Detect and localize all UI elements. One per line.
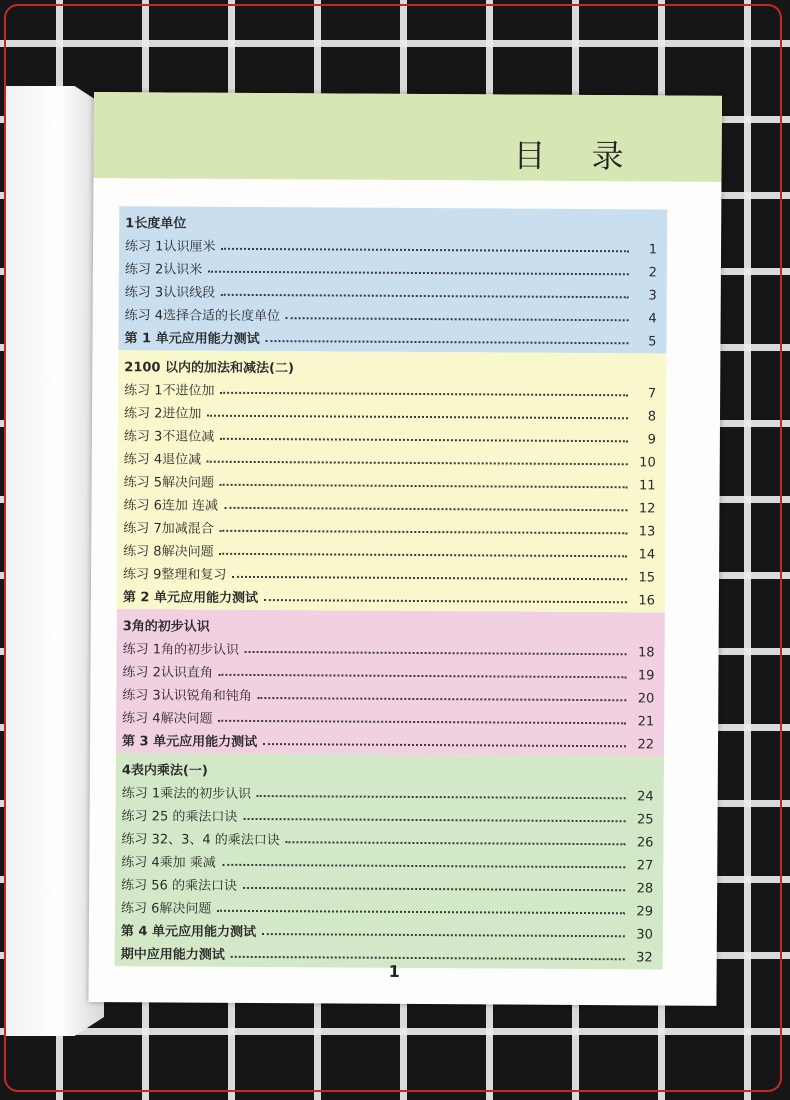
exercise-label: 练习 4: [123, 452, 163, 468]
page-ref: 24: [637, 789, 654, 805]
section-title: 表内乘法(一): [130, 763, 208, 779]
exercise-title: 角的初步认识: [160, 642, 240, 658]
table-of-contents: [115, 206, 668, 969]
exercise-label: 练习 5: [123, 475, 163, 491]
toc-section: [118, 206, 667, 353]
exercise-label: 练习 2: [121, 809, 161, 825]
dot-leader: [243, 818, 625, 822]
exercise-label: 练习 6: [120, 901, 160, 917]
dot-leader: [208, 271, 629, 276]
toc-entry[interactable]: [117, 559, 665, 585]
page-ref: 28: [636, 881, 654, 897]
toc-entry[interactable]: [118, 398, 666, 424]
exercise-label: 练习 2: [122, 665, 161, 681]
exercise-label: 练习 7: [123, 521, 162, 537]
exercise-label: 练习 2: [124, 262, 164, 278]
page-ref: 14: [638, 547, 656, 563]
page-ref: 8: [647, 409, 657, 425]
toc-entry[interactable]: [117, 634, 665, 660]
exercise-label: 练习 4: [122, 711, 161, 727]
exercise-title: 认识锐角和钝角: [160, 688, 252, 704]
page-ref: 2: [648, 265, 657, 281]
book-page: [88, 92, 722, 1006]
dot-leader: [219, 720, 627, 724]
toc-entry[interactable]: [117, 513, 665, 539]
unit-test-title: 第 1 单元应用能力测试: [124, 331, 260, 348]
dot-leader: [219, 674, 627, 678]
midterm-test-title: 期中应用能力测试: [120, 947, 225, 963]
dot-leader: [221, 392, 629, 396]
page-ref: 18: [637, 645, 655, 661]
toc-entry[interactable]: [119, 300, 667, 326]
page-ref: 20: [637, 691, 655, 707]
page-ref: 15: [638, 570, 656, 586]
exercise-title: 5 的乘法口诀: [159, 809, 238, 825]
page-ref: 26: [636, 835, 654, 851]
toc-entry[interactable]: [118, 375, 666, 401]
dot-leader: [266, 340, 629, 344]
page-ref: 3: [648, 288, 657, 304]
section-number: 3: [122, 619, 132, 635]
page-number: 1: [388, 961, 400, 981]
dot-leader: [263, 743, 626, 747]
page-ref: 16: [638, 593, 655, 609]
page-ref: 25: [636, 812, 654, 828]
toc-entry[interactable]: [119, 231, 667, 257]
dot-leader: [245, 651, 627, 655]
exercise-title: 整理和复习: [161, 567, 227, 583]
unit-test-entry[interactable]: [117, 582, 665, 608]
dot-leader: [217, 910, 625, 914]
exercise-title: 解决问题: [160, 711, 213, 727]
page-ref: 11: [639, 478, 656, 494]
toc-entry[interactable]: [116, 657, 664, 683]
toc-entry[interactable]: [118, 421, 666, 447]
unit-test-title: 第 4 单元应用能力测试: [120, 924, 257, 941]
unit-test-entry[interactable]: [118, 323, 666, 349]
exercise-title: 认识直角: [160, 665, 213, 681]
exercise-title: 选择合适的长度单位: [162, 308, 281, 325]
section-title: 角的初步认识: [131, 619, 210, 635]
dot-leader: [207, 415, 628, 420]
exercise-label: 练习 5: [121, 878, 160, 894]
section-number: 2: [124, 360, 134, 376]
section-number: 4: [121, 763, 131, 779]
exercise-label: 练习 1: [121, 786, 161, 802]
exercise-label: 练习 3: [123, 429, 163, 445]
page-ref: 12: [638, 501, 656, 517]
section-number: 1: [125, 216, 135, 232]
exercise-label: 练习 6: [123, 498, 162, 514]
page-ref: 9: [647, 432, 656, 448]
dot-leader: [221, 294, 629, 298]
dot-leader: [264, 599, 627, 603]
page-ref: 19: [637, 668, 655, 684]
exercise-title: 不退位减: [162, 429, 215, 445]
page-ref: 13: [638, 524, 656, 540]
exercise-title: 认识线段: [163, 285, 216, 301]
page-ref: 10: [639, 455, 656, 471]
toc-entry[interactable]: [115, 824, 663, 850]
toc-entry[interactable]: [116, 680, 664, 706]
page-ref: 4: [648, 311, 657, 327]
unit-test-entry[interactable]: [115, 916, 663, 942]
exercise-label: 练习 1: [122, 642, 162, 658]
toc-entry[interactable]: [116, 778, 664, 804]
dot-leader: [222, 864, 625, 868]
page-ref: 21: [637, 714, 655, 730]
toc-entry[interactable]: [117, 536, 665, 562]
exercise-title: 乘法的初步认识: [160, 786, 252, 802]
toc-entry[interactable]: [115, 847, 663, 873]
exercise-label: 练习 8: [123, 544, 162, 560]
exercise-label: 练习 3: [121, 832, 160, 848]
exercise-title: 认识米: [163, 262, 203, 278]
section-heading[interactable]: [118, 352, 666, 378]
exercise-title: 连加 连减: [161, 498, 219, 514]
page-ref: 22: [637, 737, 655, 753]
exercise-label: 练习 1: [124, 383, 163, 399]
toc-entry[interactable]: [116, 703, 664, 729]
dot-leader: [286, 317, 629, 321]
toc-entry[interactable]: [119, 254, 667, 280]
toc-section: [115, 753, 664, 969]
exercise-label: 练习 3: [122, 688, 161, 704]
toc-entry[interactable]: [116, 801, 664, 827]
section-heading[interactable]: [116, 755, 664, 781]
dot-leader: [231, 956, 625, 960]
dot-leader: [286, 841, 626, 845]
exercise-title: 退位减: [162, 452, 202, 468]
page-title: 目 录: [513, 136, 642, 176]
page-ref: 5: [648, 334, 657, 350]
toc-entry[interactable]: [115, 893, 663, 919]
toc-entry[interactable]: [117, 490, 665, 516]
toc-section: [116, 609, 665, 756]
exercise-title: 6 的乘法口诀: [159, 878, 238, 894]
exercise-title: 解决问题: [159, 901, 212, 917]
exercise-label: 练习 4: [124, 308, 164, 324]
exercise-label: 练习 2: [123, 406, 163, 422]
page-ref: 27: [636, 858, 654, 874]
exercise-title: 解决问题: [161, 544, 214, 560]
exercise-title: 不进位加: [162, 383, 215, 399]
exercise-label: 练习 9: [123, 567, 162, 583]
exercise-title: 进位加: [162, 406, 202, 422]
toc-entry[interactable]: [115, 870, 663, 896]
dot-leader: [220, 484, 628, 488]
section-title: 长度单位: [134, 216, 187, 232]
dot-leader: [258, 697, 627, 701]
dot-leader: [221, 248, 629, 252]
page-ref: 30: [636, 927, 653, 943]
exercise-title: 认识厘米: [163, 239, 216, 255]
toc-entry[interactable]: [118, 467, 666, 493]
dot-leader: [257, 795, 626, 799]
section-title: 100 以内的加法和减法(二): [133, 360, 294, 377]
dot-leader: [220, 438, 628, 442]
unit-test-entry[interactable]: [116, 726, 664, 752]
exercise-title: 加减混合: [161, 521, 214, 537]
exercise-title: 乘加 乘减: [159, 855, 216, 871]
page-ref: 29: [636, 904, 654, 920]
toc-entry[interactable]: [118, 444, 666, 470]
exercise-title: 2、3、4 的乘法口诀: [159, 832, 280, 849]
dot-leader: [207, 461, 628, 466]
page-ref: 32: [636, 950, 653, 966]
page-ref: 1: [648, 242, 658, 258]
dot-leader: [224, 507, 627, 511]
exercise-label: 练习 1: [125, 239, 164, 255]
section-heading[interactable]: [117, 611, 665, 637]
toc-section: [117, 350, 667, 612]
dot-leader: [220, 553, 628, 557]
page-ref: 7: [647, 386, 657, 402]
toc-entry[interactable]: [119, 277, 667, 303]
dot-leader: [262, 933, 625, 937]
exercise-label: 练习 3: [124, 285, 164, 301]
section-heading[interactable]: [119, 208, 667, 234]
exercise-title: 解决问题: [161, 475, 215, 491]
dot-leader: [220, 530, 628, 534]
dot-leader: [232, 576, 627, 580]
exercise-label: 练习 4: [121, 855, 160, 871]
dot-leader: [243, 887, 625, 891]
unit-test-title: 第 2 单元应用能力测试: [122, 590, 259, 607]
unit-test-title: 第 3 单元应用能力测试: [121, 734, 258, 751]
